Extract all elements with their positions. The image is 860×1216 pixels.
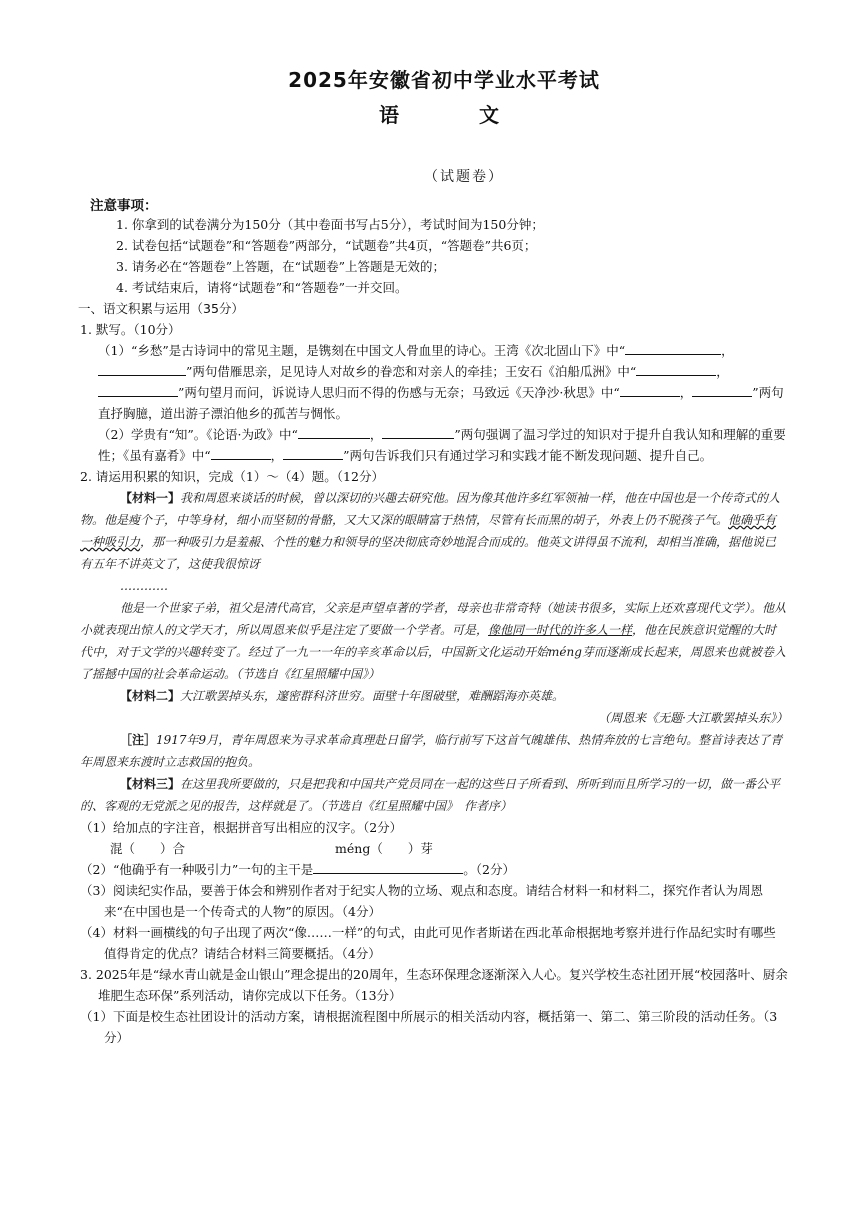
poem-note (80, 729, 788, 773)
material-text: ，那一种吸引力是羞赧、个性的魅力和领导的坚决彻底奇妙地混合而成的。他英文讲得虽不流利，却相当准确，据他说已有五年不讲英文了，这使我很惊讶 (80, 535, 777, 571)
material-source: （节选自《红星照耀中国》 作者序） (320, 799, 513, 813)
note-item: 4. 考试结束后，请将“试题卷”和“答题卷”一并交回。 (116, 280, 408, 295)
material-text: 我和周恩来谈话的时候，曾以深切的兴趣去研究他。因为像其他许多红军领袖一样，他在中国也是一个传奇式的人物。他是瘦个子，中等身材，细小而坚韧的骨骼，又大又深的眼睛富于热情，尽管有长而黑的胡子，外表上仍不脱孩子气。 (80, 491, 781, 527)
question-3-sub-1: （1）下面是校生态社团设计的活动方案，请根据流程图中所展示的相关活动内容，概括第一、第二、第三阶段的活动任务。（3分） (80, 1009, 778, 1045)
q1-text: ”两句告诉我们只有通过学习和实践才能不断发现问题、提升自己。 (343, 448, 713, 463)
answer-blank[interactable] (283, 445, 343, 460)
exam-title: 2025年安徽省初中学业水平考试 (288, 68, 600, 92)
sub-question-1-blanks (110, 838, 788, 859)
question-3-title: 3. 2025年是“绿水青山就是金山银山”理念提出的20周年，生态环保理念逐渐深入人心。复兴学校生态社团开展“校园落叶、厨余堆肥生态环保”系列活动，请你完成以下任务。（13分） (80, 967, 788, 1003)
paper-type: （试题卷） (424, 169, 504, 185)
material-label: 【材料三】 (120, 777, 181, 791)
underlined-sentence: 像他同一时代的许多人一样 (488, 623, 633, 637)
sub-question-text: （2）“他确乎有一种吸引力”一句的主干是 (80, 862, 314, 877)
q1-text: （1）“乡愁”是古诗词中的常见主题，是镌刻在中国文人骨血里的诗心。王湾《次北固山下》中“ (98, 343, 626, 358)
sub-question-3: （3）阅读纪实作品，要善于体会和辨别作者对于纪实人物的立场、观点和态度。请结合材料一和材料二，探究作者认为周恩来“在中国也是一个传奇式的人物”的原因。（4分） (80, 883, 763, 919)
note-item: 1. 你拿到的试卷满分为150分（其中卷面书写占5分），考试时间为150分钟； (116, 217, 544, 232)
answer-blank[interactable] (620, 382, 680, 397)
note-label: ［注］ (120, 733, 157, 747)
question-1-part-1: （1）“乡愁”是古诗词中的常见主题，是镌刻在中国文人骨血里的诗心。王湾《次北固山下》中“ ，”两句借雁思亲，足见诗人对故乡的眷恋和对亲人的牵挂；王安石《泊船瓜洲》中“ ，”两句望月而问，诉说诗人思归而不得的伤感与无奈；马致远《天净沙·秋思》中“ ， ”两句直抒胸臆，道出游子漂泊他乡的孤苦与惆怅。 (98, 340, 788, 424)
answer-blank[interactable] (98, 382, 178, 397)
material-3 (80, 773, 788, 817)
sub-question-2 (80, 859, 788, 880)
note-text: 1917年9月，青年周恩来为寻求革命真理赴日留学，临行前写下这首气魄雄伟、热情奔放的七言绝句。整首诗表达了青年周恩来东渡时立志救国的抱负。 (80, 733, 783, 769)
section-heading: 一、语文积累与运用（35分） (78, 301, 244, 316)
material-1 (80, 487, 788, 575)
material-text: 他是一个世家子弟，祖父是清代高官，父亲是声望卓著的学者，母亲也非常奇特（她读书很多，实际上还欢喜现代文学）。他从小就表现出惊人的文学天才，所以周恩来似乎是注定了要做一个学者。可是， (80, 601, 787, 637)
hanzi-blank[interactable]: méng（ ）芽 (335, 841, 433, 856)
answer-blank[interactable] (625, 340, 721, 355)
answer-blank[interactable] (636, 361, 716, 376)
answer-blank[interactable] (98, 361, 186, 376)
sub-question-text: 。（2分） (463, 862, 515, 877)
sub-question-1: （1）给加点的字注音，根据拼音写出相应的汉字。（2分） (80, 820, 403, 835)
q1-text: ”两句直抒胸臆，道出游子漂泊他乡的孤苦与惆怅。 (98, 385, 784, 421)
question-2-title: 2. 请运用积累的知识，完成（1）～（4）题。（12分） (80, 469, 384, 484)
question-1-part-2: （2）学贵有“知”。《论语·为政》中“ ， ”两句强调了温习学过的知识对于提升自我认知和理解的重要性；《虽有嘉肴》中“ ， ”两句告诉我们只有通过学习和实践才能不断发现问题、提升自己。 (98, 424, 788, 466)
material-label: 【材料一】 (120, 491, 181, 505)
subject-title: 语 文 (379, 103, 529, 127)
underlined-sentence: 他确乎有一种吸引力 (80, 513, 777, 549)
material-text: 大江歌罢掉头东，邃密群科济世穷。面壁十年图破壁，难酬蹈海亦英雄。 (180, 689, 565, 703)
material-1-continued (80, 597, 788, 685)
answer-blank[interactable] (298, 424, 370, 439)
answer-blank[interactable] (211, 445, 271, 460)
q1-text: ”两句强调了温习学过的知识对于提升自我认知和理解的重要性；《虽有嘉肴》中“ (98, 427, 786, 463)
ellipsis: ………… (120, 579, 168, 593)
sub-question-4: （4）材料一画横线的句子出现了两次“像……一样”的句式，由此可见作者斯诺在西北革命根据地考察并进行作品纪实时有哪些值得肯定的优点？请结合材料三简要概括。（4分） (80, 925, 776, 961)
note-item: 2. 试卷包括“试题卷”和“答题卷”两部分，“试题卷”共4页，“答题卷”共6页； (116, 238, 537, 253)
material-2 (80, 685, 788, 707)
answer-blank[interactable] (692, 382, 752, 397)
material-2-source: （周恩来《无题·大江歌罢掉头东》） (598, 711, 788, 725)
pinyin-blank[interactable]: 混（ ）合 (110, 841, 186, 856)
notes-heading: 注意事项： (90, 198, 158, 214)
q1-text: ”两句望月而问，诉说诗人思归而不得的伤感与无奈；马致远《天净沙·秋思》中“ (178, 385, 620, 400)
q1-text: ”两句借雁思亲，足见诗人对故乡的眷恋和对亲人的牵挂；王安石《泊船瓜洲》中“ (186, 364, 637, 379)
answer-blank[interactable] (313, 859, 463, 874)
note-item: 3. 请务必在“答题卷”上答题，在“试题卷”上答题是无效的； (116, 259, 445, 274)
q1-text: （2）学贵有“知”。《论语·为政》中“ (98, 427, 298, 442)
material-text: 在这里我所要做的，只是把我和中国共产党员同在一起的这些日子所看到、所听到而且所学习的一切，做一番公平的、客观的无党派之见的报告，这样就是了。 (80, 777, 781, 813)
material-label: 【材料二】 (120, 689, 181, 703)
material-text: ，他在民族意识觉醒的大时代中，对于文学的兴趣转变了。经过了一九一一年的辛亥革命以后，中国新文化运动开始méng芽而逐渐成长起来，周恩来也就被卷入了摇撼中国的社会革命运动。 (80, 623, 786, 681)
question-1-title: 1. 默写。（10分） (80, 322, 181, 337)
answer-blank[interactable] (382, 424, 454, 439)
material-source: （节选自《红星照耀中国》） (236, 667, 381, 681)
